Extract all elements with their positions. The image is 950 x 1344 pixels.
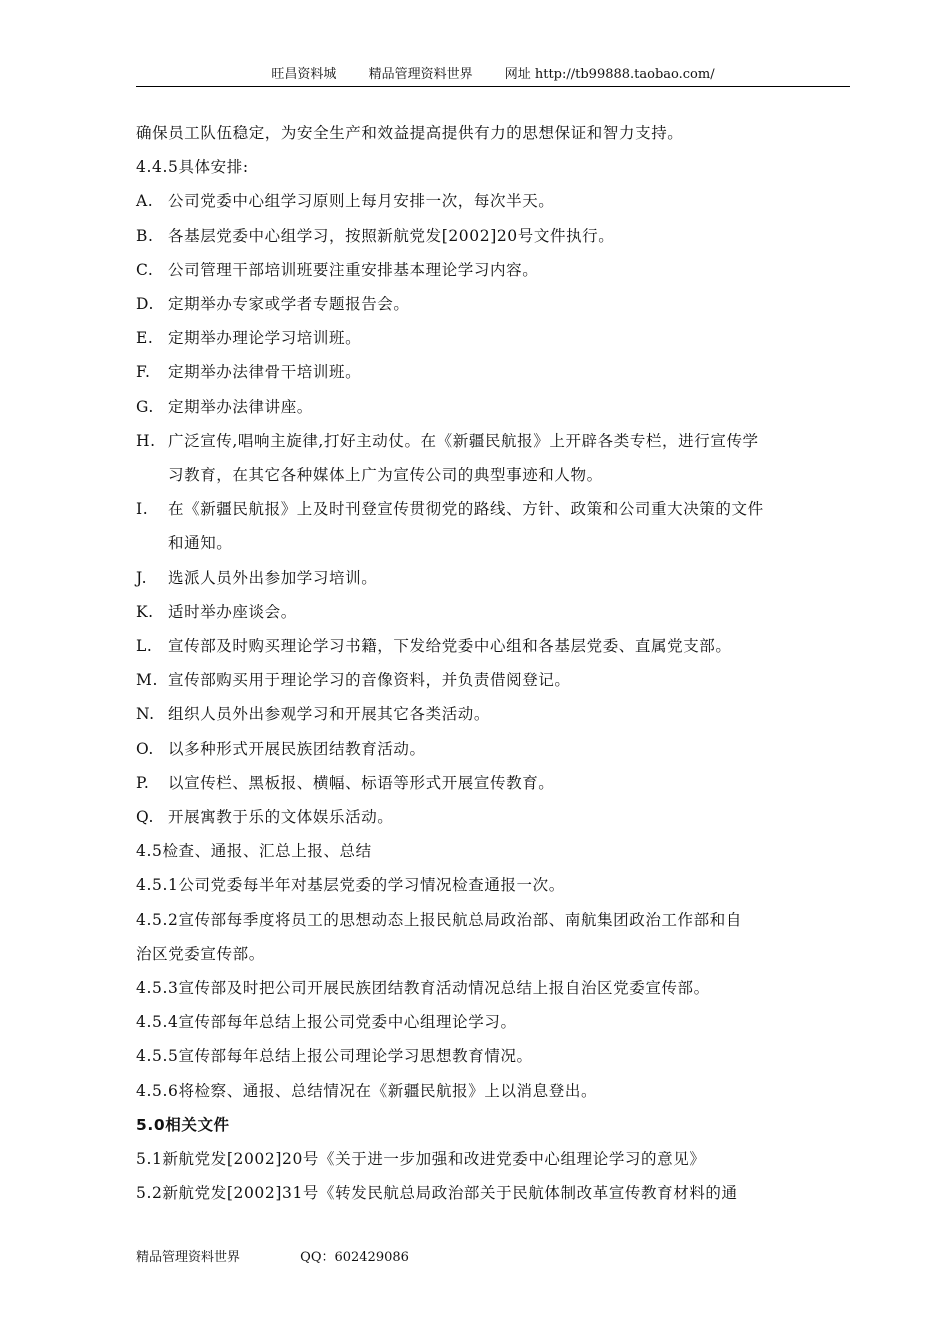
- list-item-label: J.: [136, 568, 148, 587]
- paragraph-line: 4.5.2宣传部每季度将员工的思想动态上报民航总局政治部、南航集团政治工作部和自: [136, 910, 742, 929]
- list-item-label: [136, 526, 168, 560]
- document-body: [136, 116, 852, 1211]
- header-site: 旺昌资料城: [271, 67, 337, 82]
- page-header: [136, 64, 850, 87]
- list-item-label: M.: [136, 671, 158, 690]
- list-item-label: K.: [136, 602, 154, 621]
- list-item: [136, 595, 852, 629]
- list-item: [136, 219, 852, 253]
- list-item-text: 以多种形式开展民族团结教育活动。: [168, 739, 426, 758]
- list-item-label: E.: [136, 329, 154, 348]
- header-url: 网址 http://tb99888.taobao.com/: [504, 67, 715, 82]
- list-item-label: C.: [136, 260, 154, 279]
- list-item: [136, 184, 852, 218]
- list-item-text: 以宣传栏、黑板报、横幅、标语等形式开展宣传教育。: [168, 773, 555, 792]
- list-item-text: 定期举办法律骨干培训班。: [168, 363, 362, 382]
- footer-slogan: 精品管理资料世界: [136, 1250, 241, 1265]
- paragraph-line: 治区党委宣传部。: [136, 944, 265, 963]
- paragraph-line: 4.5.3宣传部及时把公司开展民族团结教育活动情况总结上报自治区党委宣传部。: [136, 979, 710, 998]
- paragraph-line: 4.5.1公司党委每半年对基层党委的学习情况检查通报一次。: [136, 876, 565, 895]
- list-item-label: H.: [136, 431, 156, 450]
- paragraph-line: 4.5.6将检察、通报、总结情况在《新疆民航报》上以消息登出。: [136, 1081, 598, 1100]
- list-item-text: 公司管理干部培训班要注重安排基本理论学习内容。: [168, 260, 539, 279]
- list-item-label: N.: [136, 705, 155, 724]
- list-item-label: A.: [136, 192, 154, 211]
- list-item: [136, 355, 852, 389]
- list-item: [136, 287, 852, 321]
- list-item: [136, 663, 852, 697]
- list-item-continuation: [136, 526, 852, 560]
- paragraph-line: 4.5.5宣传部每年总结上报公司理论学习思想教育情况。: [136, 1047, 533, 1066]
- list-item-label: O.: [136, 739, 154, 758]
- list-item-text: 开展寓教于乐的文体娱乐活动。: [168, 808, 394, 827]
- list-item-label: [136, 458, 168, 492]
- list-item-text: 广泛宣传,唱响主旋律,打好主动仗。在《新疆民航报》上开辟各类专栏，进行宣传学: [168, 431, 759, 450]
- list-item-label: I.: [136, 500, 149, 519]
- list-item-text: 组织人员外出参观学习和开展其它各类活动。: [168, 705, 491, 724]
- list-item-label: G.: [136, 397, 154, 416]
- list-item: [136, 492, 852, 526]
- footer-qq: QQ：602429086: [300, 1250, 409, 1265]
- section-heading-5-0: 5.0相关文件: [136, 1115, 230, 1134]
- list-item: [136, 697, 852, 731]
- paragraph-line: 4.5.4宣传部每年总结上报公司党委中心组理论学习。: [136, 1013, 517, 1032]
- page-footer: [136, 1246, 465, 1265]
- section-heading-4-5: 4.5检查、通报、汇总上报、总结: [136, 842, 372, 861]
- list-item-text: 定期举办专家或学者专题报告会。: [168, 295, 410, 314]
- list-item-label: L.: [136, 637, 153, 656]
- list-item-text: 定期举办法律讲座。: [168, 397, 313, 416]
- list-item-text: 和通知。: [168, 534, 233, 553]
- list-item-text: 定期举办理论学习培训班。: [168, 329, 362, 348]
- list-item-label: D.: [136, 295, 155, 314]
- paragraph-line: 5.2新航党发[2002]31号《转发民航总局政治部关于民航体制改革宣传教育材料的通: [136, 1184, 738, 1203]
- header-slogan: 精品管理资料世界: [368, 67, 473, 82]
- list-item: [136, 424, 852, 458]
- list-item: [136, 800, 852, 834]
- list-item: [136, 253, 852, 287]
- list-item-text: 公司党委中心组学习原则上每月安排一次，每次半天。: [168, 192, 555, 211]
- list-item-text: 选派人员外出参加学习培训。: [168, 568, 378, 587]
- list-item: [136, 766, 852, 800]
- list-item-text: 各基层党委中心组学习，按照新航党发[2002]20号文件执行。: [168, 226, 615, 245]
- list-item-label: B.: [136, 226, 154, 245]
- list-item: [136, 390, 852, 424]
- list-item-text: 在《新疆民航报》上及时刊登宣传贯彻党的路线、方针、政策和公司重大决策的文件: [168, 500, 764, 519]
- list-item: [136, 732, 852, 766]
- list-item: [136, 629, 852, 663]
- list-item-text: 适时举办座谈会。: [168, 602, 297, 621]
- list-item-label: P.: [136, 773, 150, 792]
- list-item-label: Q.: [136, 808, 155, 827]
- list-item-text: 宣传部购买用于理论学习的音像资料，并负责借阅登记。: [168, 671, 571, 690]
- paragraph-line: 5.1新航党发[2002]20号《关于进一步加强和改进党委中心组理论学习的意见》: [136, 1150, 706, 1169]
- list-item-label: F.: [136, 363, 151, 382]
- list-item: [136, 561, 852, 595]
- list-item-text: 宣传部及时购买理论学习书籍，下发给党委中心组和各基层党委、直属党支部。: [168, 637, 732, 656]
- paragraph-line: 确保员工队伍稳定，为安全生产和效益提高提供有力的思想保证和智力支持。: [136, 124, 684, 142]
- section-heading-4-4-5: 4.4.5具体安排:: [136, 158, 249, 177]
- list-item: [136, 321, 852, 355]
- list-item-continuation: [136, 458, 852, 492]
- list-item-text: 习教育，在其它各种媒体上广为宣传公司的典型事迹和人物。: [168, 466, 603, 485]
